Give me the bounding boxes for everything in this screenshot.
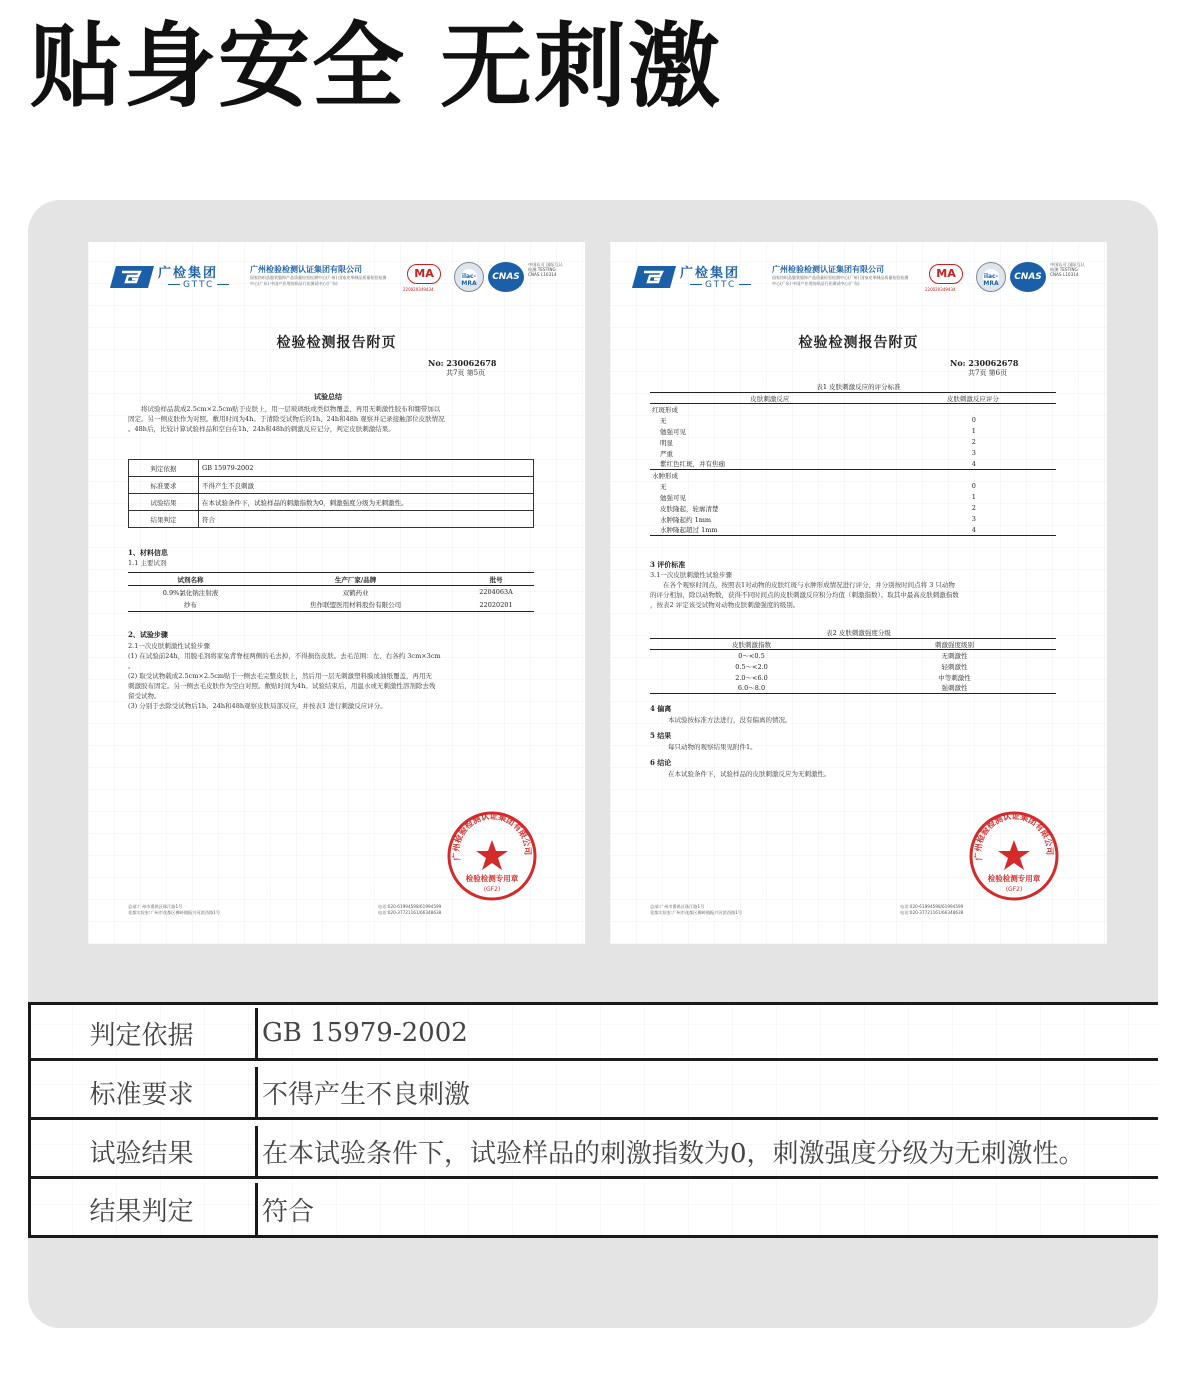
column-header: 批号 [458, 573, 534, 586]
grading-table [650, 638, 1056, 694]
brand-name-en: GTTC [168, 280, 229, 290]
seal-ring-text: 广州检验检测认证集团有限公司 [972, 810, 1056, 862]
result-heading: 5 结果 [650, 731, 672, 740]
table-row [128, 599, 534, 612]
ilac-mra-icon [454, 262, 484, 292]
table-cell: 无刺激性 [941, 651, 968, 660]
result-text: 每只动物的观察结果见附件1。 [668, 743, 757, 751]
official-seal-icon [446, 810, 538, 902]
table-row [650, 470, 1056, 481]
company-subtitle: 国家纺织品服装服饰产品质量检验检测中心(广州) 国家皮革制品质量检验检测中心(广东) 中国产业用纺织品行业测试中心(广东) [772, 275, 909, 286]
footer-line: 电话:020-61994598/61994599 [900, 904, 964, 909]
step-line: (1) 在试验前24h，用脱毛剂将家兔背脊柱两侧的毛去掉，不得损伤皮肤。去毛范围：左、右各约 3cm×3cm [128, 652, 441, 660]
eval-line: 的评分相加，除以动物数，获得不同时间点的皮肤刺激反应积分均值（刺激指数）。取其中最高皮肤刺激指数 [650, 591, 959, 599]
deviation-text: 本试验按标准方法进行，没有偏离的情况。 [668, 716, 792, 724]
deviation-heading: 4 偏离 [650, 704, 672, 713]
table-header-row [650, 393, 1056, 404]
letterhead [110, 260, 565, 300]
step-line: 2.1一次皮肤刺激性试验步骤 [128, 642, 210, 650]
table-row [650, 503, 1056, 514]
table-row [650, 459, 1056, 470]
table-cell: 水肿形成 [650, 470, 890, 481]
table-cell: 0.9%氯化钠注射液 [162, 588, 219, 597]
eval-text [650, 570, 1070, 610]
page-info: 共7页 第5页 [446, 369, 486, 377]
table-row [129, 494, 534, 511]
summary-line: 固定。另一侧皮肤作为对照。敷用时间为4h。于清除受试物后的1h、24h和48h 观察并记录接触部位皮肤情况 [128, 415, 445, 423]
column-header: 生产厂家/品牌 [253, 573, 458, 586]
table-cell: 水肿隆起超过 1mm [650, 525, 890, 536]
table-row [128, 586, 534, 599]
table-cell: 强刺激性 [853, 683, 1056, 694]
column-header: 皮肤刺激反应 [650, 393, 890, 404]
table-row [28, 1008, 1158, 1061]
table-cell: 0 [971, 482, 976, 490]
cnas-icon [488, 262, 524, 292]
official-seal-icon [968, 810, 1060, 902]
seal-center-text: 检验检测专用章 [465, 874, 519, 883]
table-cell: 皮肤隆起，轮廓清楚 [660, 504, 719, 513]
report-title: 检验检测报告附页 [276, 335, 397, 351]
footer-phone [900, 904, 963, 916]
table-row [650, 404, 1056, 415]
scoring-table [650, 392, 1056, 536]
step-line: 留受试物。 [128, 692, 161, 700]
letterhead [632, 260, 1087, 300]
conclusion-heading: 6 结论 [650, 758, 672, 767]
footer-line: 花都实验室:广州市花都区狮岭镇振兴河滨西路1号 [650, 910, 743, 915]
brand-name-cn: 广检集团 [680, 266, 741, 281]
footer-address [650, 904, 742, 916]
table-cell: 纱布 [128, 599, 253, 612]
table-row [28, 1183, 1158, 1236]
summary-key: 判定依据 [129, 460, 199, 477]
table-cell: 4 [971, 459, 976, 468]
headline: 贴身安全 无刺激 [30, 13, 723, 120]
ilac-label: ilac-MRA [983, 273, 999, 287]
summary-key: 结果判定 [28, 1183, 258, 1236]
table-row [650, 650, 1056, 661]
table-cell: 4 [890, 525, 1056, 536]
cnas-text: 中国认可 国际互认 检测 TESTING CNAS L10314 [1050, 262, 1085, 278]
brand-name-en: GTTC [690, 280, 751, 290]
steps-text [128, 641, 548, 711]
footer-line: 花都实验室:广州市花都区狮岭镇振兴河滨西路1号 [128, 910, 221, 915]
ma-mark-icon: MA [407, 264, 441, 284]
report-page-5 [88, 242, 585, 944]
table-cell [890, 470, 1056, 481]
table-cell: 勉强可见 [660, 427, 686, 436]
table-cell: 明显 [660, 438, 673, 447]
column-header: 皮肤刺激指数 [650, 639, 853, 650]
summary-key: 试验结果 [129, 494, 199, 511]
table1-caption: 表1 皮肤刺激反应的评分标准 [816, 383, 901, 391]
summary-value: GB 15979-2002 [262, 1018, 468, 1048]
table-row [129, 477, 534, 494]
summary-key: 标准要求 [28, 1067, 258, 1117]
table-row [129, 511, 534, 528]
report-page-6 [610, 242, 1107, 944]
table-cell: 0.5～<2.0 [735, 662, 768, 671]
footer-line: 总部:广州市番禺区珠江路1号 [650, 904, 705, 909]
ma-number: 220020349434 [925, 287, 956, 292]
summary-value: 不得产生不良刺激 [199, 477, 534, 494]
summary-line: 将试验样品裁成2.5cm×2.5cm贴于皮肤上，用一层玻璃纸或类似物覆盖，再用无刺激性胶布和绷带加以 [141, 405, 441, 413]
table-row [650, 415, 1056, 426]
table-row [650, 683, 1056, 694]
table-cell: 3 [971, 449, 976, 457]
summary-value: 在本试验条件下，试验样品的刺激指数为0，刺激强度分级为无刺激性。 [199, 494, 534, 511]
footer-phone [378, 904, 441, 916]
table-cell: 勉强可见 [660, 493, 686, 502]
step-line: 刺激胶布固定。另一侧去毛皮肤作为空白对照。敷贴时间为4h。试验结束后，用温水或无刺激性溶剂除去残 [128, 682, 436, 690]
zoomed-summary-table [28, 1002, 1158, 1238]
table-cell: 中等刺激性 [938, 673, 971, 682]
report-panel [28, 200, 1158, 1328]
step-line: 。 [128, 662, 135, 670]
table-row [650, 492, 1056, 503]
column-header: 皮肤刺激反应评分 [890, 393, 1056, 404]
report-title: 检验检测报告附页 [798, 335, 919, 351]
company-name: 广州检验检测认证集团有限公司 [250, 265, 362, 274]
summary-key: 结果判定 [129, 511, 199, 528]
table-cell: 焦作联盟医用材料股份有限公司 [253, 599, 458, 612]
seal-center-text: 检验检测专用章 [987, 874, 1041, 883]
report-number: No: 230062678 [428, 358, 497, 368]
table-cell: 无 [660, 416, 667, 425]
cnas-label: CNAS [1014, 272, 1042, 282]
ma-mark-icon: MA [929, 264, 963, 284]
materials-table [128, 572, 534, 612]
table-cell: 3 [971, 515, 976, 523]
eval-heading: 3 评价标准 [650, 560, 686, 569]
company-name: 广州检验检测认证集团有限公司 [772, 265, 884, 274]
footer-line: 总部:广州市番禺区珠江路1号 [128, 904, 183, 909]
materials-heading: 1、材料信息 [128, 548, 168, 557]
table-cell: 1 [971, 427, 976, 435]
table-cell: 22020201 [458, 599, 534, 612]
footer-line: 电话:020-61994598/61994599 [378, 904, 442, 909]
table-row [650, 448, 1056, 459]
summary-value: 符合 [262, 1197, 315, 1227]
ma-number: 220020349434 [403, 287, 434, 292]
table-row [650, 514, 1056, 525]
table-cell: 水肿隆起约 1mm [660, 515, 712, 524]
footer-address [128, 904, 220, 916]
ilac-mra-icon [976, 262, 1006, 292]
table-row [650, 525, 1056, 536]
summary-key: 标准要求 [129, 477, 199, 494]
eval-line: 3.1一次皮肤刺激性试验步骤 [650, 571, 732, 579]
table-cell: 红斑形成 [652, 405, 678, 414]
column-header: 刺激强度级别 [853, 639, 1056, 650]
gttc-logo-icon [632, 264, 676, 290]
materials-subheading: 1.1 主要试剂 [128, 559, 167, 567]
table-cell: 2.0～<6.0 [735, 673, 768, 682]
seal-ring-text: 广州检验检测认证集团有限公司 [450, 810, 534, 862]
table-cell [890, 404, 1056, 415]
table-header-row [650, 639, 1056, 650]
table-row [650, 672, 1056, 683]
summary-value: 在本试验条件下，试验样品的刺激指数为0，刺激强度分级为无刺激性。 [262, 1138, 1085, 1169]
gttc-logo-icon [110, 264, 154, 290]
table-cell: 2 [971, 438, 976, 446]
conclusion-text: 在本试验条件下，试验样品的皮肤刺激反应为无刺激性。 [668, 770, 831, 778]
table-cell: 严重 [660, 449, 673, 458]
summary-key: 判定依据 [28, 1008, 258, 1058]
summary-line: 。48h后，比较计算试验样品和空白在1h、24h和48h的刺激反应记分，判定皮肤刺激结果。 [128, 425, 395, 433]
summary-heading: 试验总结 [314, 392, 342, 401]
summary-text [128, 404, 538, 434]
summary-table [128, 459, 534, 528]
table-cell: 6.0～8.0 [650, 683, 853, 694]
company-subtitle: 国家纺织品服装服饰产品质量检验检测中心(广州) 国家皮革制品质量检验检测中心(广东) 中国产业用纺织品行业测试中心(广东) [250, 275, 387, 286]
summary-value: 不得产生不良刺激 [262, 1079, 471, 1110]
footer-line: 电话:020-37721161/66348638 [900, 910, 964, 915]
footer-line: 电话:020-37721161/66348638 [378, 910, 442, 915]
table-cell: 2 [971, 504, 976, 512]
table-cell: 0～<0.5 [738, 651, 765, 660]
table2-caption: 表2 皮肤刺激强度分级 [826, 629, 891, 637]
cnas-icon [1010, 262, 1046, 292]
table-row [129, 460, 534, 477]
table-cell: 无 [660, 482, 667, 491]
table-row [650, 661, 1056, 672]
step-line: (3) 分别于去除受试物后1h、24h和48h观察皮肤局部反应，并按表1 进行刺激反应评分。 [128, 702, 387, 710]
table-row [650, 426, 1056, 437]
table-cell: 紫红色红斑，并有焦痂 [660, 460, 725, 469]
summary-value: 符合 [199, 511, 534, 528]
report-number: No: 230062678 [950, 358, 1019, 368]
table-row [650, 437, 1056, 448]
table-row [650, 481, 1056, 492]
eval-line: ，按表2 评定该受试物对动物皮肤刺激强度的级别。 [650, 601, 800, 609]
seal-code: (GF2) [483, 886, 501, 893]
cnas-text: 中国认可 国际互认 检测 TESTING CNAS L10314 [528, 262, 563, 278]
table-row [28, 1126, 1158, 1179]
table-cell: 2204063A [479, 588, 513, 597]
eval-line: 在各个观察时间点，按照表1对动物的皮肤红斑与水肿形成情况进行评分，并分别按时间点将 3 只动物 [663, 581, 955, 589]
summary-value: GB 15979-2002 [199, 460, 534, 477]
brand-name-cn: 广检集团 [158, 266, 219, 281]
table-header-row [128, 573, 534, 586]
cnas-label: CNAS [492, 272, 520, 282]
table-cell: 0 [971, 416, 976, 424]
summary-key: 试验结果 [28, 1126, 258, 1176]
ilac-label: ilac-MRA [461, 273, 477, 287]
page-info: 共7页 第6页 [968, 369, 1008, 377]
table-row [28, 1067, 1158, 1120]
table-cell: 轻刺激性 [941, 662, 968, 671]
column-header: 试剂名称 [128, 573, 253, 586]
table-cell: 1 [971, 493, 976, 501]
steps-heading: 2、试验步骤 [128, 630, 168, 639]
step-line: (2) 取受试物载成2.5cm×2.5cm贴于一侧去毛完整皮肤上，然后用一层无刺激塑料膜或油纸覆盖，再用无 [128, 672, 433, 680]
seal-code: (GF2) [1005, 886, 1023, 893]
table-cell: 双鹤药业 [342, 588, 369, 597]
